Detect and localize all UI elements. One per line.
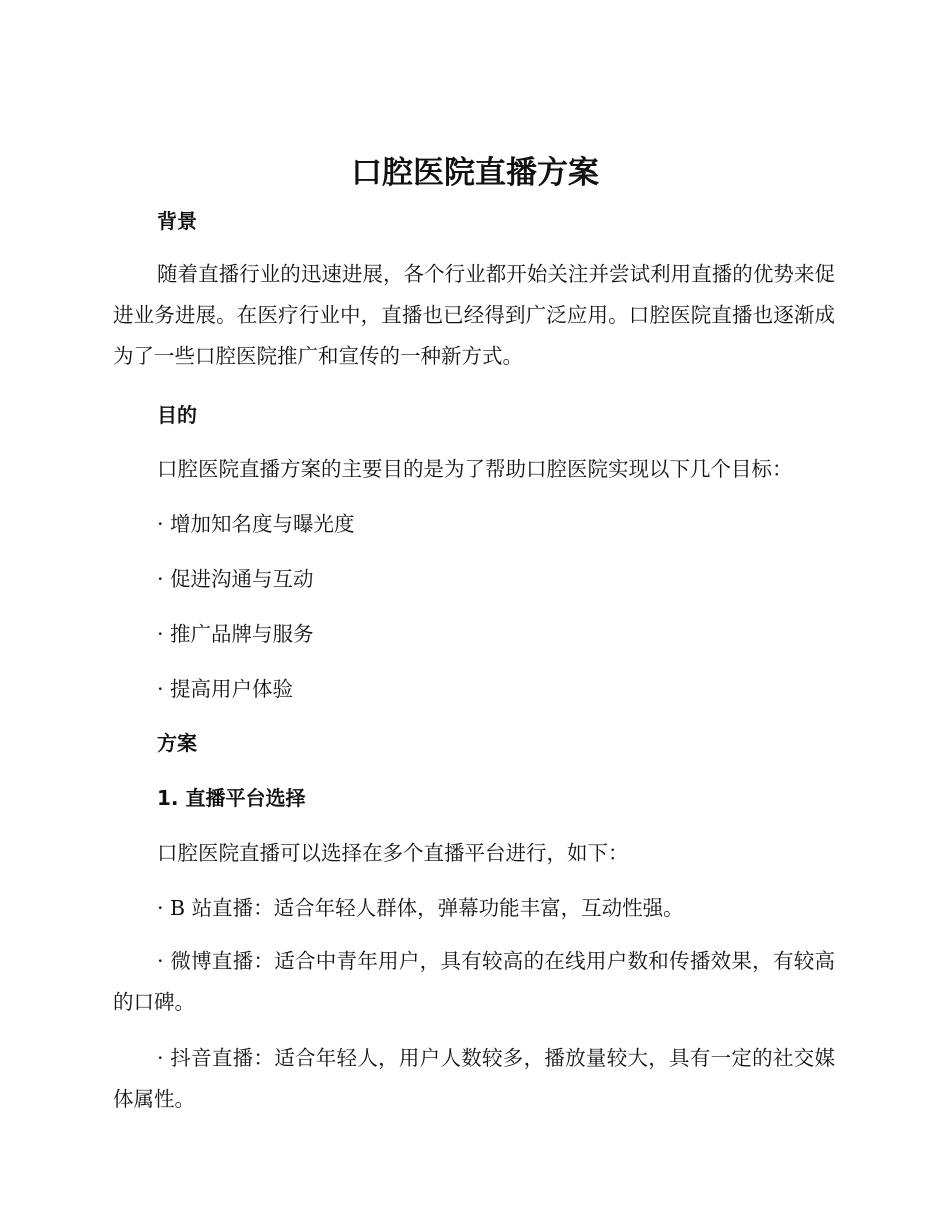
platform-item: · B 站直播：适合年轻人群体，弹幕功能丰富，互动性强。 xyxy=(157,896,684,920)
background-paragraph: 随着直播行业的迅速进展，各个行业都开始关注并尝试利用直播的优势来促进业务进展。在医疗行业中，直播也已经得到广泛应用。口腔医院直播也逐渐成为了一些口腔医院推广和宣传的一种新方式。 xyxy=(113,262,835,368)
goal-item: · 推广品牌与服务 xyxy=(157,622,314,646)
goal-item: · 促进沟通与互动 xyxy=(157,567,314,591)
document-title: 口腔医院直播方案 xyxy=(351,155,599,191)
goal-item: · 增加知名度与曝光度 xyxy=(157,512,355,536)
purpose-intro: 口腔医院直播方案的主要目的是为了帮助口腔医院实现以下几个目标： xyxy=(157,457,793,481)
goal-item: · 提高用户体验 xyxy=(157,677,294,701)
subsection-heading-platform: 1. 直播平台选择 xyxy=(157,786,306,810)
section-heading-purpose: 目的 xyxy=(157,403,197,427)
platform-item: · 微博直播：适合中青年用户，具有较高的在线用户数和传播效果，有较高的口碑。 xyxy=(113,949,835,1014)
section-heading-background: 背景 xyxy=(157,209,197,233)
section-heading-plan: 方案 xyxy=(157,731,197,755)
platform-item: · 抖音直播：适合年轻人，用户人数较多，播放量较大，具有一定的社交媒体属性。 xyxy=(113,1046,835,1111)
platform-intro: 口腔医院直播可以选择在多个直播平台进行，如下： xyxy=(157,841,629,865)
